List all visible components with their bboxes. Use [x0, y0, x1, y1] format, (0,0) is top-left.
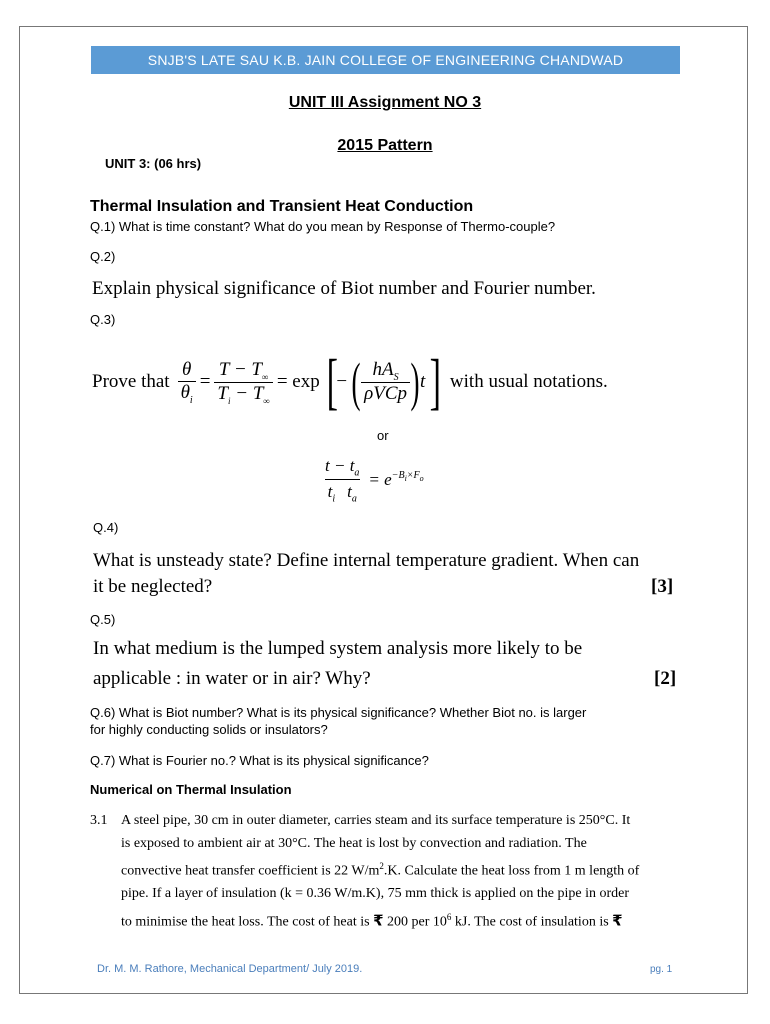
footer-page-number: pg. 1 — [650, 964, 673, 975]
rho-den: ρVCp — [361, 382, 410, 405]
theta-ratio — [178, 359, 196, 406]
question-2-text: Explain physical significance of Biot number and Fourier number. — [92, 278, 596, 299]
temp-ratio — [214, 359, 272, 406]
numerical-3-1-number: 3.1 — [90, 813, 108, 828]
question-4-line-2: it be neglected? — [93, 576, 213, 597]
alt-exp-times: ×F — [406, 470, 420, 482]
ha-num: hA — [372, 358, 394, 380]
alt-den-sub-i: i — [332, 492, 336, 504]
rupee-symbol: ₹ — [373, 911, 384, 930]
question-6-line-2: for highly conducting solids or insulators? — [90, 722, 328, 737]
theta-num: θ — [181, 358, 192, 380]
college-header: SNJB'S LATE SAU K.B. JAIN COLLEGE OF ENGINEERING CHANDWAD — [91, 46, 680, 74]
footer-author: Dr. M. M. Rathore, Mechanical Department/ July 2019. — [97, 963, 363, 975]
alt-exp-sub-i: i — [404, 474, 407, 484]
n31-line-2: is exposed to ambient air at 30°C. The heat is lost by convection and radiation. The — [121, 835, 587, 851]
question-7: Q.7) What is Fourier no.? What is its physical significance? — [90, 753, 429, 768]
question-4-line-1: What is unsteady state? Define internal temperature gradient. When can — [93, 550, 640, 571]
question-3-label: Q.3) — [90, 312, 116, 327]
question-4-label: Q.4) — [93, 520, 119, 535]
n31-line-3a: convective heat transfer coefficient is 22 W/m — [121, 863, 380, 879]
n31-sup-6: 6 — [446, 911, 452, 922]
theta-den: θ — [180, 381, 190, 403]
n31-line-1: A steel pipe, 30 cm in outer diameter, carries steam and its surface temperature is 250°C. It — [121, 813, 631, 828]
alt-den-sub-a: a — [351, 492, 357, 504]
n31-line-3b: .K. Calculate the heat loss from 1 m length of — [383, 863, 640, 879]
question-6-line-1: Q.6) What is Biot number? What is its physical significance? Whether Biot no. is larger — [90, 705, 587, 720]
alt-den-t: t — [327, 481, 333, 501]
inf-sub-2: ∞ — [263, 395, 270, 406]
temp-den-rest: − T — [230, 382, 264, 404]
section-title: Thermal Insulation and Transient Heat Conduction — [90, 198, 474, 215]
alt-num-sub: a — [354, 467, 360, 479]
temp-den-sub: i — [228, 395, 231, 406]
usual-notations: with usual notations. — [449, 371, 608, 392]
n31-line-5a: to minimise the heat loss. The cost of heat is — [121, 914, 374, 930]
alt-den-t2: t — [347, 481, 352, 501]
s-sub: S — [393, 371, 399, 383]
question-1: Q.1) What is time constant? What do you mean by Response of Thermo-couple? — [90, 219, 556, 234]
biot-fourier-ratio — [361, 359, 410, 406]
temp-num: T − T — [218, 358, 262, 380]
alt-exp-sub-o: o — [419, 474, 424, 484]
inf-sub: ∞ — [261, 371, 269, 382]
question-5-marks: [2] — [654, 668, 677, 689]
n31-line-5c: kJ. The cost of insulation is — [451, 914, 613, 930]
alt-num: t − t — [325, 456, 355, 476]
temp-den-t: T — [217, 382, 228, 404]
question-5-line-1: In what medium is the lumped system analysis more likely to be — [93, 638, 583, 659]
question-2-label: Q.2) — [90, 249, 116, 264]
n31-line-5b: 200 per 10 — [383, 914, 447, 930]
unit-hours: UNIT 3: (06 hrs) — [105, 156, 202, 171]
alt-eq: = e — [368, 470, 392, 489]
assignment-title: UNIT III Assignment NO 3 — [288, 94, 482, 111]
prove-text: Prove that — [92, 371, 170, 392]
pattern-title: 2015 Pattern — [337, 137, 433, 154]
n31-line-4: pipe. If a layer of insulation (k = 0.36 W/m.K), 75 mm thick is applied on the pipe in order — [121, 886, 630, 902]
question-3-equation: Prove that $\frac{\theta}{\theta_i}$ = $\frac{T - T_\infty}{T_i - T_\infty}$ = exp [ − ( $\frac{hA_S}{\text{ρVCp}}$ ) t ] with usual notations. — [92, 348, 608, 416]
question-5-label: Q.5) — [90, 612, 116, 627]
alt-exp: −B — [391, 470, 405, 482]
or-text: or — [377, 428, 389, 443]
exp-text: = exp — [276, 371, 320, 392]
n31-sup-2: 2 — [379, 861, 384, 871]
question-4-marks: [3] — [651, 576, 674, 597]
time-t: t — [419, 371, 426, 392]
numerical-3-1-text — [121, 810, 681, 934]
question-5-line-2: applicable : in water or in air? Why? — [93, 668, 371, 689]
alternate-equation — [322, 452, 424, 508]
alt-fraction — [322, 456, 362, 504]
theta-sub: i — [189, 394, 193, 406]
numerical-heading: Numerical on Thermal Insulation — [90, 782, 292, 797]
rupee-symbol-2: ₹ — [612, 911, 623, 930]
